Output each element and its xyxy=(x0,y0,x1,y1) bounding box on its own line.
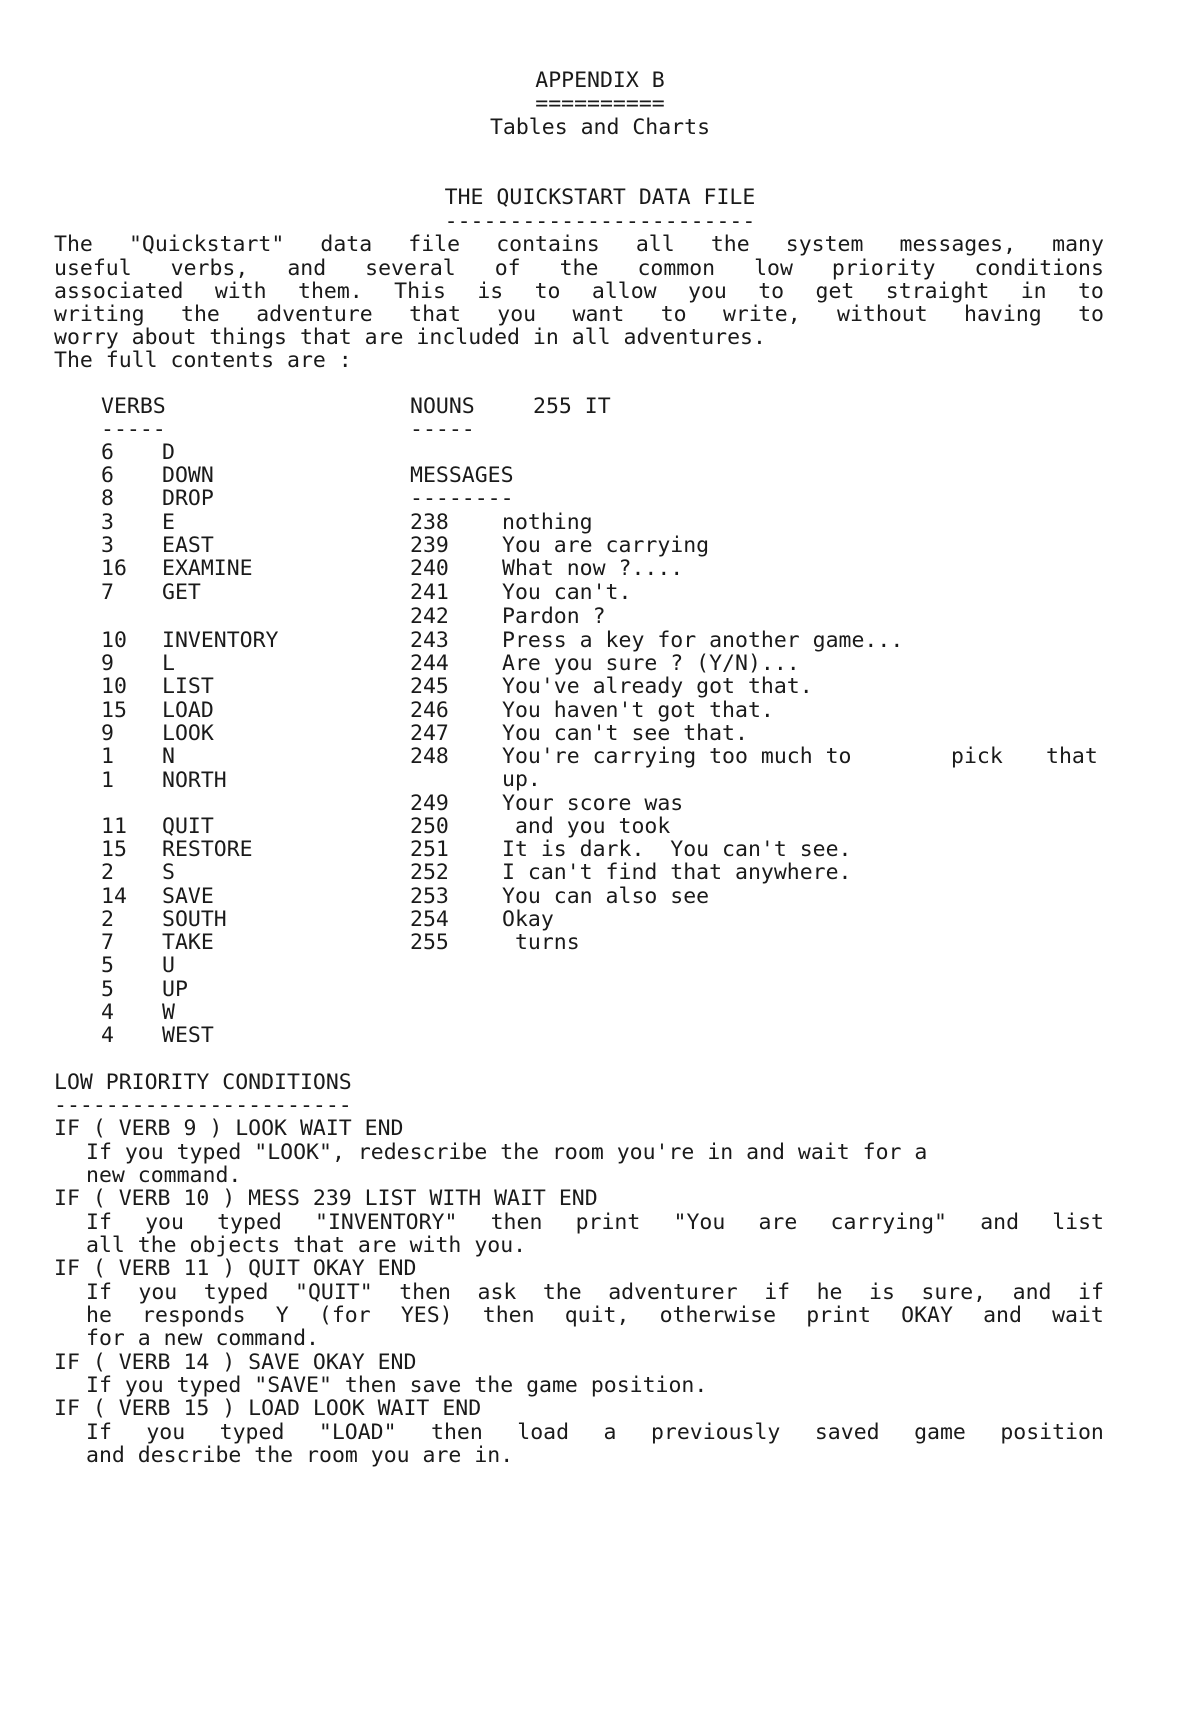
word: then xyxy=(431,1420,483,1445)
word: low xyxy=(754,256,793,281)
verbs-heading-rule: ----- xyxy=(101,417,166,442)
message-text: It is dark. You can't see. xyxy=(502,837,852,862)
word: is xyxy=(869,1280,895,1305)
word: ask xyxy=(477,1280,517,1305)
word: data xyxy=(320,232,373,257)
word: adventurer xyxy=(608,1280,738,1305)
condition-description: and describe the room you are in. xyxy=(86,1443,514,1468)
word: common xyxy=(637,256,716,281)
message-number: 255 xyxy=(410,930,449,955)
word: wait xyxy=(1052,1303,1104,1328)
message-text: Are you sure ? (Y/N)... xyxy=(502,651,800,676)
message-text: and you took xyxy=(502,814,671,839)
word: load xyxy=(517,1420,570,1445)
word: priority xyxy=(831,256,936,281)
message-text: You can't see that. xyxy=(502,721,748,746)
verb-number: 15 xyxy=(101,698,127,723)
nouns-heading-rule: ----- xyxy=(410,417,475,442)
verb-number: 11 xyxy=(101,814,127,839)
word: "QUIT" xyxy=(295,1280,373,1305)
message-number: 238 xyxy=(410,510,449,535)
word: Y xyxy=(275,1303,289,1328)
message-number: 247 xyxy=(410,721,449,746)
word: straight xyxy=(885,279,990,304)
verb-number: 14 xyxy=(101,884,127,909)
word: game xyxy=(914,1420,966,1445)
section-title-rule: ------------------------ xyxy=(444,209,756,234)
word: in xyxy=(1020,279,1047,304)
word: file xyxy=(408,232,461,257)
message-number: 251 xyxy=(410,837,449,862)
conditions-heading: LOW PRIORITY CONDITIONS xyxy=(54,1070,352,1095)
nouns-heading: NOUNS xyxy=(410,394,475,419)
verb-number: 1 xyxy=(101,768,114,793)
word: you xyxy=(688,279,727,304)
word: a xyxy=(603,1420,617,1445)
word: several xyxy=(365,256,456,281)
word: "LOAD" xyxy=(318,1420,397,1445)
message-text: that xyxy=(1046,744,1098,769)
message-number: 240 xyxy=(410,556,449,581)
verb-word: EXAMINE xyxy=(162,556,253,581)
message-number: 246 xyxy=(410,698,449,723)
verb-word: W xyxy=(162,1000,175,1025)
word: typed xyxy=(217,1210,282,1235)
word: carrying" xyxy=(830,1210,947,1235)
messages-heading-rule: -------- xyxy=(410,486,514,511)
message-text: You are carrying xyxy=(502,533,710,558)
word: then xyxy=(490,1210,543,1235)
verb-word: SOUTH xyxy=(162,907,227,932)
word: you xyxy=(497,302,537,327)
condition-code: IF ( VERB 10 ) MESS 239 LIST WITH WAIT END xyxy=(54,1186,598,1211)
condition-code: IF ( VERB 14 ) SAVE OKAY END xyxy=(54,1350,417,1375)
word: the xyxy=(559,256,599,281)
word: without xyxy=(837,302,928,327)
word: responds xyxy=(142,1303,246,1328)
verb-number: 10 xyxy=(101,628,127,653)
word: are xyxy=(758,1210,798,1235)
message-number: 241 xyxy=(410,580,449,605)
word: with xyxy=(214,279,267,304)
condition-description: If you typed "SAVE" then save the game position. xyxy=(86,1373,708,1398)
verb-number: 8 xyxy=(101,486,114,511)
word: allow xyxy=(591,279,657,304)
word: many xyxy=(1052,232,1104,257)
verb-number: 2 xyxy=(101,907,114,932)
message-text: pick xyxy=(951,744,1003,769)
verb-word: S xyxy=(162,860,175,885)
word: typed xyxy=(203,1280,269,1305)
verb-number: 7 xyxy=(101,580,114,605)
word: If xyxy=(86,1210,112,1235)
verb-number: 4 xyxy=(101,1000,114,1025)
message-text-continuation: up. xyxy=(502,767,541,792)
message-text: Pardon ? xyxy=(502,604,606,629)
condition-code: IF ( VERB 11 ) QUIT OKAY END xyxy=(54,1256,417,1281)
word: to xyxy=(660,302,687,327)
message-text: You haven't got that. xyxy=(502,698,774,723)
messages-heading: MESSAGES xyxy=(410,463,514,488)
verb-number: 3 xyxy=(101,510,114,535)
verb-word: EAST xyxy=(162,533,214,558)
message-number: 254 xyxy=(410,907,449,932)
word: previously xyxy=(650,1420,781,1445)
message-text: Okay xyxy=(502,907,554,932)
verb-word: QUIT xyxy=(162,814,214,839)
verb-word: E xyxy=(162,510,175,535)
intro-line-1 xyxy=(54,232,1104,258)
page-subtitle: Tables and Charts xyxy=(489,115,711,140)
word: you xyxy=(146,1420,186,1445)
message-number: 250 xyxy=(410,814,449,839)
message-text: I can't find that anywhere. xyxy=(502,860,852,885)
word: the xyxy=(710,232,750,257)
word: The xyxy=(54,232,93,257)
verb-word: LIST xyxy=(162,674,214,699)
nouns-entry: 255 IT xyxy=(533,394,611,419)
word: YES) xyxy=(400,1303,453,1328)
word: This xyxy=(394,279,446,304)
word: writing xyxy=(54,302,145,327)
word: all xyxy=(635,232,675,257)
verb-number: 3 xyxy=(101,533,114,558)
word: to xyxy=(1077,279,1104,304)
appendix-rule: ========== xyxy=(535,91,665,116)
message-text: nothing xyxy=(502,510,593,535)
message-number: 253 xyxy=(410,884,449,909)
word: (for xyxy=(318,1303,371,1328)
word: messages, xyxy=(899,232,1017,257)
word: If xyxy=(86,1280,112,1305)
verb-number: 6 xyxy=(101,463,114,488)
condition-description: all the objects that are with you. xyxy=(86,1233,527,1258)
message-number: 248 xyxy=(410,744,449,769)
verb-word: INVENTORY xyxy=(162,628,279,653)
word: of xyxy=(494,256,521,281)
verb-word: WEST xyxy=(162,1023,214,1048)
word: contains xyxy=(496,232,600,257)
verb-number: 5 xyxy=(101,977,114,1002)
word: "You xyxy=(673,1210,726,1235)
verb-number: 15 xyxy=(101,837,127,862)
verbs-heading: VERBS xyxy=(101,394,166,419)
verb-number: 9 xyxy=(101,651,114,676)
verb-word: D xyxy=(162,440,175,465)
conditions-heading-rule: ----------------------- xyxy=(54,1093,352,1118)
verb-number: 5 xyxy=(101,953,114,978)
verb-word: LOOK xyxy=(162,721,214,746)
word: associated xyxy=(54,279,184,304)
word: "Quickstart" xyxy=(128,232,285,257)
word: and xyxy=(1012,1280,1052,1305)
verb-word: LOAD xyxy=(162,698,214,723)
word: and xyxy=(980,1210,1020,1235)
word: then xyxy=(482,1303,535,1328)
message-number: 244 xyxy=(410,651,449,676)
condition-code: IF ( VERB 15 ) LOAD LOOK WAIT END xyxy=(54,1396,482,1421)
message-number: 245 xyxy=(410,674,449,699)
word: to xyxy=(758,279,785,304)
verb-word: U xyxy=(162,953,175,978)
word: if xyxy=(764,1280,791,1305)
word: verbs, xyxy=(170,256,249,281)
message-text: turns xyxy=(502,930,580,955)
verb-word: NORTH xyxy=(162,768,227,793)
message-number: 242 xyxy=(410,604,449,629)
word: and xyxy=(983,1303,1022,1328)
message-number: 239 xyxy=(410,533,449,558)
verb-word: N xyxy=(162,744,175,769)
intro-line-6: The full contents are : xyxy=(54,348,352,373)
word: system xyxy=(785,232,864,257)
word: you xyxy=(138,1280,178,1305)
word: position xyxy=(1000,1420,1104,1445)
message-text: You can also see xyxy=(502,884,710,909)
condition-code: IF ( VERB 9 ) LOOK WAIT END xyxy=(54,1116,404,1141)
word: sure, xyxy=(921,1280,987,1305)
verb-number: 4 xyxy=(101,1023,114,1048)
word: otherwise xyxy=(659,1303,777,1328)
verb-word: UP xyxy=(162,977,188,1002)
verb-number: 10 xyxy=(101,674,127,699)
word: print xyxy=(575,1210,641,1235)
word: he xyxy=(816,1280,843,1305)
word: adventure xyxy=(256,302,373,327)
word: he xyxy=(86,1303,112,1328)
word: print xyxy=(806,1303,871,1328)
word: then xyxy=(399,1280,451,1305)
word: saved xyxy=(814,1420,880,1445)
verb-number: 6 xyxy=(101,440,114,465)
message-number: 252 xyxy=(410,860,449,885)
word: you xyxy=(145,1210,184,1235)
verb-number: 9 xyxy=(101,721,114,746)
message-text: You're carrying too much to xyxy=(502,744,852,769)
appendix-title: APPENDIX B xyxy=(535,68,665,93)
message-text: You can't. xyxy=(502,580,632,605)
verb-word: SAVE xyxy=(162,884,214,909)
message-text: What now ?.... xyxy=(502,556,684,581)
condition-description: new command. xyxy=(86,1163,242,1188)
word: and xyxy=(287,256,327,281)
condition-description: for a new command. xyxy=(86,1326,319,1351)
word: OKAY xyxy=(901,1303,953,1328)
condition-description: If you typed "LOOK", redescribe the room you're in and wait for a xyxy=(86,1140,928,1165)
word: list xyxy=(1052,1210,1104,1235)
verb-word: TAKE xyxy=(162,930,214,955)
verb-number: 2 xyxy=(101,860,114,885)
verb-word: DOWN xyxy=(162,463,214,488)
verb-number: 16 xyxy=(101,556,127,581)
word: having xyxy=(964,302,1042,327)
word: If xyxy=(86,1420,112,1445)
word: the xyxy=(542,1280,582,1305)
message-number: 249 xyxy=(410,791,449,816)
word: to xyxy=(534,279,561,304)
verb-number: 1 xyxy=(101,744,114,769)
word: to xyxy=(1078,302,1104,327)
message-text: Your score was xyxy=(502,791,684,816)
section-title: THE QUICKSTART DATA FILE xyxy=(444,185,756,210)
word: typed xyxy=(219,1420,285,1445)
word: useful xyxy=(54,256,132,281)
word: write, xyxy=(722,302,801,327)
word: that xyxy=(409,302,461,327)
verb-word: RESTORE xyxy=(162,837,253,862)
word: want xyxy=(572,302,625,327)
word: if xyxy=(1078,1280,1104,1305)
word: conditions xyxy=(974,256,1104,281)
word: is xyxy=(477,279,504,304)
verb-number: 7 xyxy=(101,930,114,955)
intro-line-5: worry about things that are included in all adventures. xyxy=(54,325,766,350)
word: "INVENTORY" xyxy=(315,1210,458,1235)
verb-word: L xyxy=(162,651,175,676)
word: the xyxy=(181,302,220,327)
word: quit, xyxy=(564,1303,630,1328)
word: get xyxy=(815,279,855,304)
verb-word: GET xyxy=(162,580,201,605)
verb-word: DROP xyxy=(162,486,214,511)
message-text: You've already got that. xyxy=(502,674,813,699)
word: them. xyxy=(298,279,363,304)
message-number: 243 xyxy=(410,628,449,653)
message-text: Press a key for another game... xyxy=(502,628,904,653)
